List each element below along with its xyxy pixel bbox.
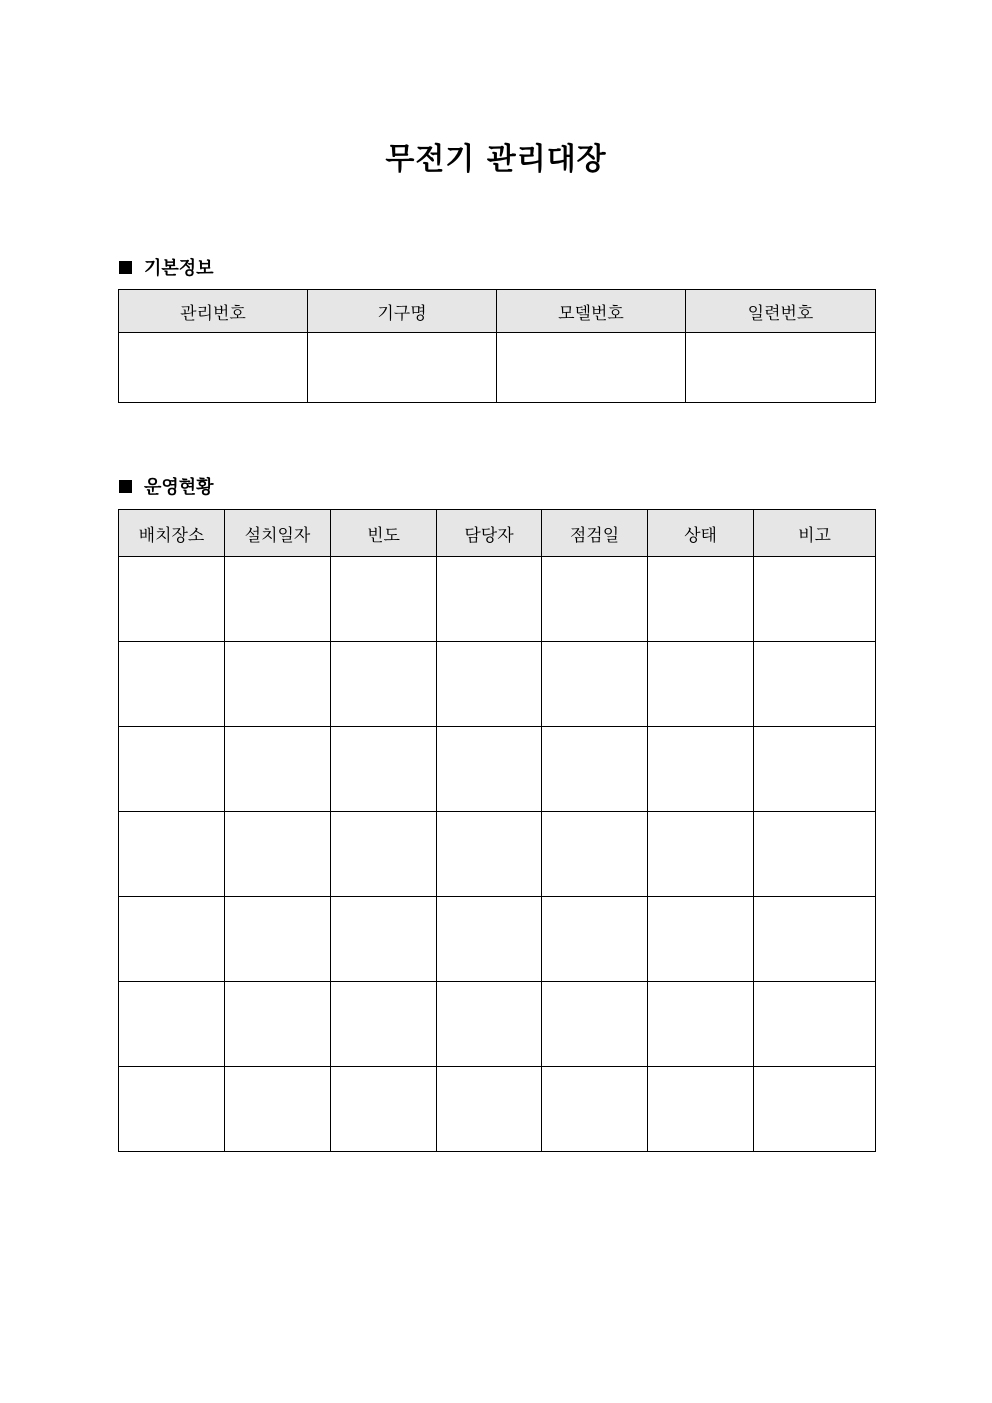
table-cell[interactable] [331, 727, 437, 812]
table-cell[interactable] [754, 642, 876, 727]
operation-header-row [119, 510, 876, 557]
table-cell[interactable] [648, 727, 754, 812]
table-cell[interactable] [437, 727, 542, 812]
table-cell[interactable] [119, 642, 225, 727]
table-cell[interactable] [119, 982, 225, 1067]
table-row [119, 812, 876, 897]
table-cell[interactable] [648, 982, 754, 1067]
table-cell[interactable] [648, 557, 754, 642]
table-cell[interactable] [648, 812, 754, 897]
column-header-manager: 담당자 [437, 510, 542, 557]
table-cell[interactable] [225, 557, 331, 642]
basic-info-header-row [119, 290, 876, 333]
table-cell[interactable] [225, 897, 331, 982]
table-cell[interactable] [331, 812, 437, 897]
table-cell[interactable] [225, 812, 331, 897]
table-row [119, 982, 876, 1067]
table-cell[interactable] [437, 1067, 542, 1152]
square-bullet-icon [119, 480, 132, 493]
column-header-install-date: 설치일자 [225, 510, 331, 557]
table-cell[interactable] [542, 727, 648, 812]
table-cell[interactable] [754, 1067, 876, 1152]
operation-heading-label: 운영현황 [144, 477, 214, 498]
table-cell[interactable] [225, 642, 331, 727]
table-cell[interactable] [119, 727, 225, 812]
column-header-serial-number: 일련번호 [686, 290, 876, 333]
table-cell[interactable] [754, 897, 876, 982]
column-header-remarks: 비고 [754, 510, 876, 557]
table-cell[interactable] [497, 333, 686, 403]
table-cell[interactable] [754, 727, 876, 812]
table-cell[interactable] [437, 557, 542, 642]
table-cell[interactable] [119, 1067, 225, 1152]
table-cell[interactable] [437, 897, 542, 982]
table-row [119, 1067, 876, 1152]
table-cell[interactable] [331, 982, 437, 1067]
table-cell[interactable] [542, 642, 648, 727]
table-cell[interactable] [648, 642, 754, 727]
table-cell[interactable] [542, 812, 648, 897]
table-cell[interactable] [119, 897, 225, 982]
table-cell[interactable] [648, 897, 754, 982]
table-cell[interactable] [437, 812, 542, 897]
table-row [119, 727, 876, 812]
column-header-management-number: 관리번호 [119, 290, 308, 333]
table-row [119, 557, 876, 642]
table-cell[interactable] [754, 557, 876, 642]
column-header-device-name: 기구명 [308, 290, 497, 333]
operation-heading [119, 473, 214, 499]
operation-table-body [119, 557, 876, 1152]
table-cell[interactable] [542, 897, 648, 982]
table-cell[interactable] [225, 982, 331, 1067]
table-cell[interactable] [331, 1067, 437, 1152]
table-cell[interactable] [754, 812, 876, 897]
table-cell[interactable] [542, 1067, 648, 1152]
column-header-inspection-date: 점검일 [542, 510, 648, 557]
column-header-frequency: 빈도 [331, 510, 437, 557]
square-bullet-icon [119, 261, 132, 274]
table-cell[interactable] [308, 333, 497, 403]
table-cell[interactable] [754, 982, 876, 1067]
table-cell[interactable] [437, 642, 542, 727]
table-cell[interactable] [331, 897, 437, 982]
table-cell[interactable] [437, 982, 542, 1067]
table-cell[interactable] [119, 812, 225, 897]
basic-info-table [118, 289, 876, 403]
table-cell[interactable] [119, 333, 308, 403]
table-row [119, 333, 876, 403]
table-cell[interactable] [331, 642, 437, 727]
column-header-status: 상태 [648, 510, 754, 557]
column-header-location: 배치장소 [119, 510, 225, 557]
table-cell[interactable] [542, 982, 648, 1067]
table-cell[interactable] [686, 333, 876, 403]
table-cell[interactable] [225, 1067, 331, 1152]
table-cell[interactable] [331, 557, 437, 642]
page-title: 무전기 관리대장 [385, 142, 607, 177]
operation-table [118, 509, 876, 1152]
table-cell[interactable] [648, 1067, 754, 1152]
table-cell[interactable] [119, 557, 225, 642]
table-row [119, 897, 876, 982]
basic-info-heading [119, 254, 214, 280]
column-header-model-number: 모델번호 [497, 290, 686, 333]
table-row [119, 642, 876, 727]
table-cell[interactable] [542, 557, 648, 642]
basic-info-heading-label: 기본정보 [144, 258, 214, 279]
table-cell[interactable] [225, 727, 331, 812]
